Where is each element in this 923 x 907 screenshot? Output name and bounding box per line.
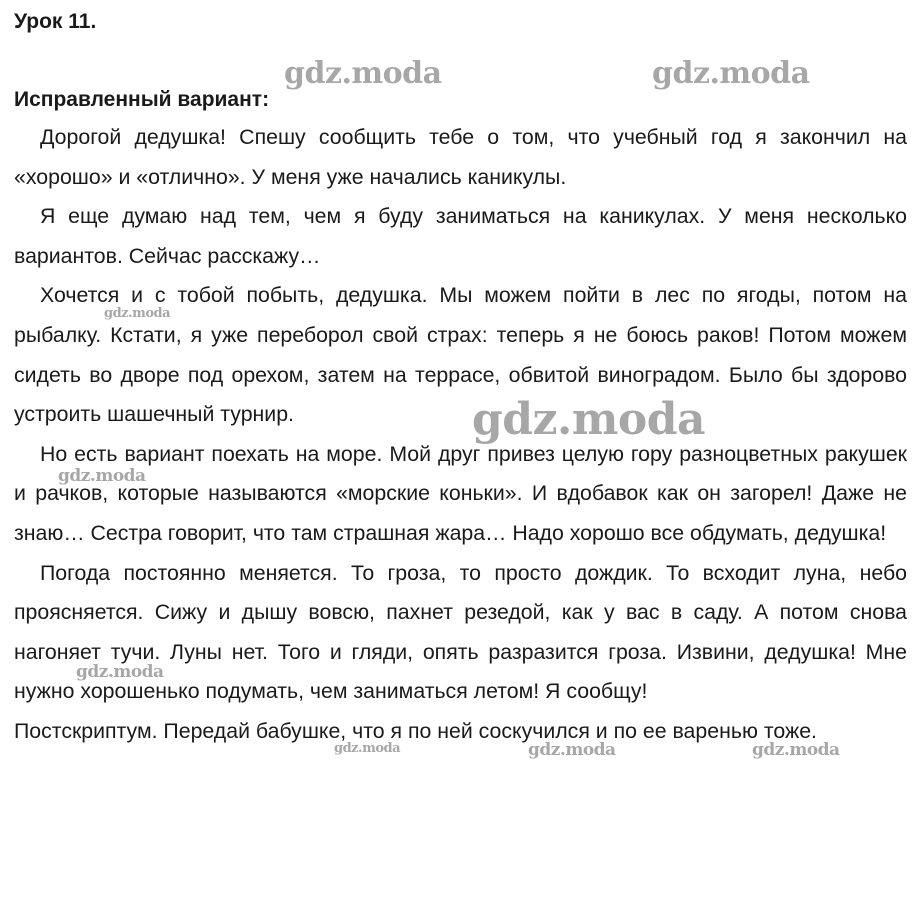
watermark: gdz.moda: [528, 740, 616, 760]
watermark: gdz.moda: [472, 394, 706, 445]
paragraph-3: Хочется и с тобой побыть, дедушка. Мы можем пойти в лес по ягоды, потом на рыбалку. Кстати, я уже переборол свой страх: теперь я не боюсь раков! Потом можем сидеть во дворе под орехом, затем на террасе, обвитой виноградом. Было бы здорово устроить шашечный турнир.: [14, 283, 907, 427]
corrected-version-heading: Исправленный вариант:: [14, 88, 270, 111]
watermark: gdz.moda: [104, 306, 171, 321]
paragraph-1: Дорогой дедушка! Спешу сообщить тебе о том, что учебный год я закончил на «хорошо» и «отлично». У меня уже начались каникулы.: [14, 125, 907, 189]
watermark: gdz.moda: [58, 466, 146, 486]
watermark: gdz.moda: [752, 740, 840, 760]
paragraph-5: Погода постоянно меняется. То гроза, то просто дождик. То всходит луна, небо проясняется. Сижу и дышу вовсю, пахнет резедой, как у вас в саду. А потом снова нагоняет тучи. Луны нет. Того и гляди, опять разразится гроза. Извини, дедушка! Мне нужно хорошенько подумать, чем заниматься летом! Я сообщу!: [14, 560, 907, 704]
paragraph-2: Я еще думаю над тем, чем я буду заниматься на каникулах. У меня несколько вариантов. Сейчас расскажу…: [14, 204, 907, 268]
letter-body: [14, 118, 907, 752]
watermark: gdz.moda: [652, 56, 810, 91]
watermark: gdz.moda: [284, 56, 442, 91]
postscript: Постскриптум. Передай бабушке, что я по ней соскучился и по ее варенью тоже.: [14, 718, 817, 743]
paragraph-4: Но есть вариант поехать на море. Мой друг привез целую гору разноцветных ракушек и рачков, которые называются «морские коньки». И вдобавок как он загорел! Даже не знаю… Сестра говорит, что там страшная жара… Надо хорошо все обдумать, дедушка!: [14, 441, 907, 545]
lesson-title: Урок 11.: [14, 10, 97, 33]
watermark: gdz.moda: [76, 662, 164, 682]
watermark: gdz.moda: [334, 741, 401, 756]
